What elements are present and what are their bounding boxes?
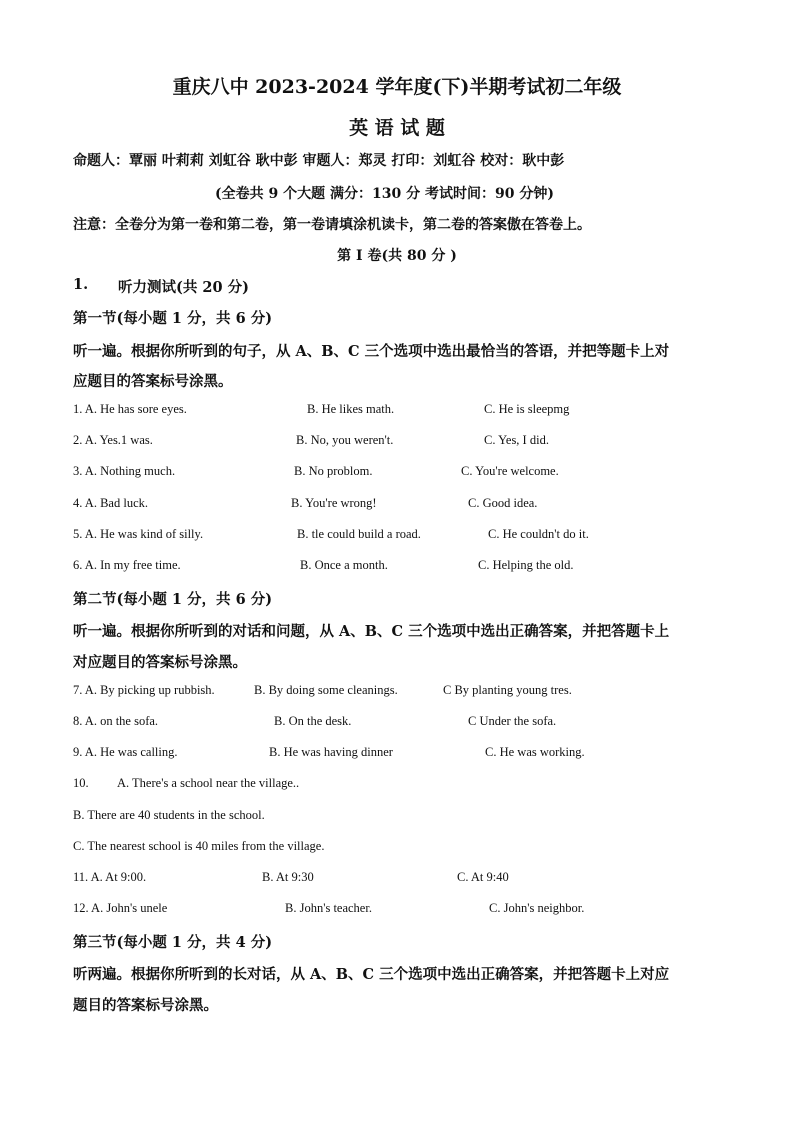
question-11-option-a: 11. A. At 9:00.: [73, 870, 147, 884]
question-2-option-b: B. No, you weren't.: [296, 433, 394, 447]
question-4-option-c: C. Good idea.: [468, 496, 538, 510]
question-5-option-a: 5. A. He was kind of silly.: [73, 527, 204, 541]
part-number: 1.: [73, 276, 89, 293]
question-11-option-c: C. At 9:40: [457, 870, 509, 884]
question-9-option-c: C. He was working.: [485, 745, 585, 759]
section2-title: 第二节(每小题 1 分，共 6 分): [73, 591, 273, 608]
part-title: 听力测试(共 20 分): [118, 279, 249, 296]
question-3-option-c: C. You're welcome.: [461, 464, 559, 478]
exam-info: (全卷共 9 个大题 满分：130 分 考试时间：90 分钟): [215, 186, 554, 202]
question-2-option-a: 2. A. Yes.1 was.: [73, 433, 153, 447]
question-9-option-b: B. He was having dinner: [269, 745, 393, 759]
question-10-number: 10.: [73, 776, 89, 790]
question-3-option-a: 3. A. Nothing much.: [73, 464, 176, 478]
question-7-option-b: B. By doing some cleanings.: [254, 683, 398, 697]
question-6-option-b: B. Once a month.: [300, 558, 388, 572]
question-6-option-a: 6. A. In my free time.: [73, 558, 181, 572]
question-2-option-c: C. Yes, I did.: [484, 433, 549, 447]
section1-instruction-line1: 听一遍。根据你所听到的句子，从 A、B、C 三个选项中选出最恰当的答语，并把等题卡上对: [73, 343, 670, 360]
question-7-option-c: C By planting young tres.: [443, 683, 572, 697]
question-1-option-c: C. He is sleepmg: [484, 402, 570, 416]
question-11-option-b: B. At 9:30: [262, 870, 314, 884]
section3-instruction-line2: 题目的答案标号涂黑。: [73, 997, 218, 1014]
section1-instruction-line2: 应题目的答案标号涂黑。: [73, 373, 233, 390]
question-9-option-a: 9. A. He was calling.: [73, 745, 178, 759]
question-10-option-c: C. The nearest school is 40 miles from the village.: [73, 839, 325, 853]
section2-instruction-line1: 听一遍。根据你所听到的对话和问题，从 A、B、C 三个选项中选出正确答案，并把答题卡上: [73, 623, 670, 640]
exam-title: 重庆八中 2023-2024 学年度(下)半期考试初二年级: [172, 76, 622, 98]
question-4-option-b: B. You're wrong!: [291, 496, 377, 510]
question-10-option-a: A. There's a school near the village..: [117, 776, 300, 790]
question-12-option-c: C. John's neighbor.: [489, 901, 585, 915]
staff-line: 命题人：覃丽 叶莉莉 刘虹谷 耿中彭 审题人：郑灵 打印：刘虹谷 校对：耿中彭: [73, 153, 565, 169]
question-8-option-b: B. On the desk.: [274, 714, 352, 728]
question-1-option-b: B. He likes math.: [307, 402, 395, 416]
question-1-option-a: 1. A. He has sore eyes.: [73, 402, 187, 416]
section1-title: 第一节(每小题 1 分，共 6 分): [73, 310, 273, 327]
notice: 注意：全卷分为第一卷和第二卷，第一卷请填涂机读卡，第二卷的答案傲在答卷上。: [73, 217, 591, 233]
question-12-option-b: B. John's teacher.: [285, 901, 372, 915]
question-3-option-b: B. No problom.: [294, 464, 373, 478]
section3-instruction-line1: 听两遍。根据你所听到的长对话，从 A、B、C 三个选项中选出正确答案，并把答题卡上对应: [73, 966, 670, 983]
question-8-option-a: 8. A. on the sofa.: [73, 714, 159, 728]
volume-heading: 第 I 卷(共 80 分 ): [337, 248, 457, 264]
question-12-option-a: 12. A. John's unele: [73, 901, 168, 915]
question-5-option-b: B. tle could build a road.: [297, 527, 421, 541]
section3-title: 第三节(每小题 1 分，共 4 分): [73, 934, 273, 951]
section2-instruction-line2: 对应题目的答案标号涂黑。: [73, 654, 247, 671]
question-7-option-a: 7. A. By picking up rubbish.: [73, 683, 215, 697]
question-8-option-c: C Under the sofa.: [468, 714, 557, 728]
question-5-option-c: C. He couldn't do it.: [488, 527, 589, 541]
question-10-option-b: B. There are 40 students in the school.: [73, 808, 265, 822]
question-6-option-c: C. Helping the old.: [478, 558, 574, 572]
question-4-option-a: 4. A. Bad luck.: [73, 496, 148, 510]
subject-title: 英 语 试 题: [349, 117, 445, 139]
